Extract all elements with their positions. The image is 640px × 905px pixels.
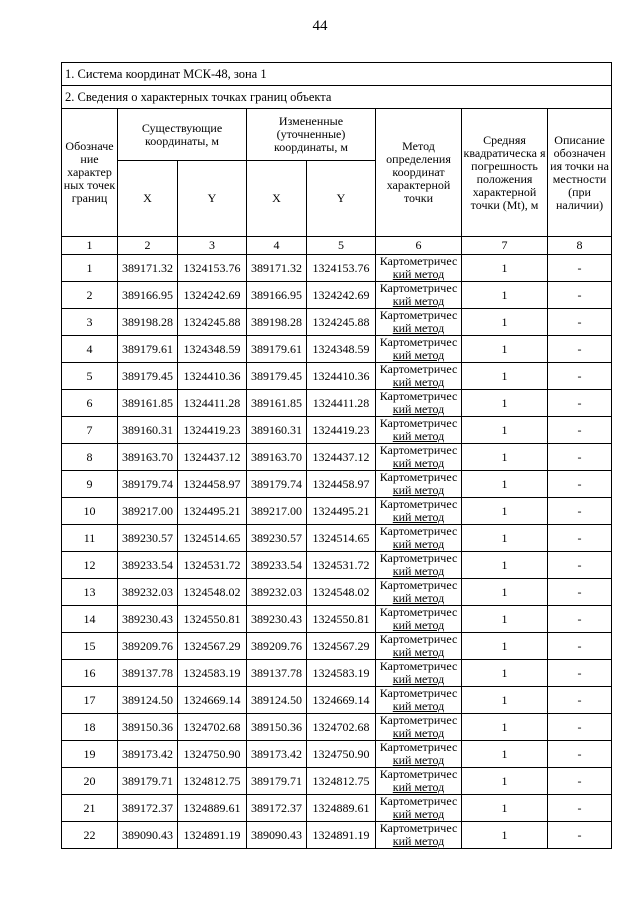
updated-y-cell: 1324153.76 [307, 255, 376, 282]
column-number: 8 [548, 237, 612, 255]
method-text-line1: Картометричес [379, 416, 458, 430]
method-text-line2: кий метод [392, 591, 445, 605]
column-number: 6 [376, 237, 462, 255]
mean-error-cell: 1 [462, 606, 548, 633]
existing-y-cell: 1324567.29 [178, 633, 247, 660]
method-cell [376, 525, 462, 552]
point-number-cell: 21 [62, 795, 118, 822]
header-existing-y: Y [178, 161, 247, 237]
coordinate-system-label: 1. Система координат МСК-48, зона 1 [62, 63, 612, 86]
column-numbers-row [62, 237, 612, 255]
mean-error-cell: 1 [462, 471, 548, 498]
existing-x-cell: 389160.31 [118, 417, 178, 444]
point-number-cell: 9 [62, 471, 118, 498]
existing-y-cell: 1324348.59 [178, 336, 247, 363]
updated-x-cell: 389232.03 [247, 579, 307, 606]
existing-x-cell: 389163.70 [118, 444, 178, 471]
page-number: 44 [312, 18, 328, 34]
existing-x-cell: 389161.85 [118, 390, 178, 417]
existing-x-cell: 389230.57 [118, 525, 178, 552]
method-text-line1: Картометричес [379, 497, 458, 511]
existing-x-cell: 389179.71 [118, 768, 178, 795]
updated-x-cell: 389230.43 [247, 606, 307, 633]
updated-x-cell: 389171.32 [247, 255, 307, 282]
description-cell: - [548, 741, 612, 768]
description-cell: - [548, 417, 612, 444]
table-row [62, 498, 612, 525]
method-cell [376, 768, 462, 795]
existing-x-cell: 389150.36 [118, 714, 178, 741]
column-number: 5 [307, 237, 376, 255]
mean-error-cell: 1 [462, 525, 548, 552]
description-cell: - [548, 687, 612, 714]
updated-x-cell: 389161.85 [247, 390, 307, 417]
header-method: Метод определения координат характерной точки [376, 109, 462, 237]
updated-x-cell: 389137.78 [247, 660, 307, 687]
method-cell [376, 471, 462, 498]
table-row [62, 417, 612, 444]
coordinates-table [61, 62, 612, 849]
description-cell: - [548, 363, 612, 390]
header-updated-y: Y [307, 161, 376, 237]
point-number-cell: 13 [62, 579, 118, 606]
description-cell: - [548, 336, 612, 363]
mean-error-cell: 1 [462, 282, 548, 309]
method-cell [376, 552, 462, 579]
method-cell [376, 498, 462, 525]
description-cell: - [548, 255, 612, 282]
existing-y-cell: 1324891.19 [178, 822, 247, 849]
method-text-line1: Картометричес [379, 335, 458, 349]
updated-x-cell: 389217.00 [247, 498, 307, 525]
method-text-line2: кий метод [392, 834, 445, 848]
updated-x-cell: 389179.74 [247, 471, 307, 498]
method-text-line1: Картометричес [379, 443, 458, 457]
point-number-cell: 11 [62, 525, 118, 552]
existing-x-cell: 389233.54 [118, 552, 178, 579]
existing-x-cell: 389090.43 [118, 822, 178, 849]
table-row [62, 282, 612, 309]
mean-error-cell: 1 [462, 444, 548, 471]
description-cell: - [548, 390, 612, 417]
table-row [62, 363, 612, 390]
table-row [62, 741, 612, 768]
method-text-line2: кий метод [392, 672, 445, 686]
method-text-line2: кий метод [392, 402, 445, 416]
existing-x-cell: 389166.95 [118, 282, 178, 309]
method-cell [376, 309, 462, 336]
table-row [62, 525, 612, 552]
header-mean-error: Средняя квадратическа я погрешность положения характерной точки (Mt), м [462, 109, 548, 237]
method-text-line1: Картометричес [379, 740, 458, 754]
method-text-line1: Картометричес [379, 767, 458, 781]
updated-y-cell: 1324245.88 [307, 309, 376, 336]
updated-x-cell: 389198.28 [247, 309, 307, 336]
description-cell: - [548, 660, 612, 687]
existing-x-cell: 389171.32 [118, 255, 178, 282]
method-text-line2: кий метод [392, 753, 445, 767]
existing-y-cell: 1324750.90 [178, 741, 247, 768]
existing-y-cell: 1324242.69 [178, 282, 247, 309]
updated-x-cell: 389090.43 [247, 822, 307, 849]
existing-y-cell: 1324812.75 [178, 768, 247, 795]
description-cell: - [548, 525, 612, 552]
mean-error-cell: 1 [462, 795, 548, 822]
existing-x-cell: 389172.37 [118, 795, 178, 822]
method-text-line1: Картометричес [379, 254, 458, 268]
updated-y-cell: 1324348.59 [307, 336, 376, 363]
boundary-points-title: 2. Сведения о характерных точках границ объекта [62, 86, 612, 109]
method-cell [376, 822, 462, 849]
column-number: 4 [247, 237, 307, 255]
existing-y-cell: 1324458.97 [178, 471, 247, 498]
existing-y-cell: 1324411.28 [178, 390, 247, 417]
method-text-line2: кий метод [392, 429, 445, 443]
mean-error-cell: 1 [462, 687, 548, 714]
description-cell: - [548, 282, 612, 309]
method-cell [376, 660, 462, 687]
point-number-cell: 17 [62, 687, 118, 714]
table-row [62, 471, 612, 498]
method-cell [376, 363, 462, 390]
updated-x-cell: 389209.76 [247, 633, 307, 660]
method-text-line2: кий метод [392, 348, 445, 362]
method-text-line1: Картометричес [379, 659, 458, 673]
description-cell: - [548, 768, 612, 795]
mean-error-cell: 1 [462, 498, 548, 525]
existing-y-cell: 1324410.36 [178, 363, 247, 390]
column-number: 1 [62, 237, 118, 255]
mean-error-cell: 1 [462, 822, 548, 849]
existing-y-cell: 1324153.76 [178, 255, 247, 282]
mean-error-cell: 1 [462, 552, 548, 579]
updated-y-cell: 1324458.97 [307, 471, 376, 498]
method-text-line2: кий метод [392, 294, 445, 308]
table-row [62, 255, 612, 282]
mean-error-cell: 1 [462, 309, 548, 336]
existing-x-cell: 389179.45 [118, 363, 178, 390]
mean-error-cell: 1 [462, 390, 548, 417]
method-text-line2: кий метод [392, 510, 445, 524]
description-cell: - [548, 309, 612, 336]
existing-y-cell: 1324495.21 [178, 498, 247, 525]
description-cell: - [548, 552, 612, 579]
updated-x-cell: 389179.61 [247, 336, 307, 363]
mean-error-cell: 1 [462, 768, 548, 795]
mean-error-cell: 1 [462, 741, 548, 768]
method-text-line1: Картометричес [379, 362, 458, 376]
updated-y-cell: 1324889.61 [307, 795, 376, 822]
point-number-cell: 7 [62, 417, 118, 444]
updated-x-cell: 389179.71 [247, 768, 307, 795]
point-number-cell: 4 [62, 336, 118, 363]
existing-y-cell: 1324437.12 [178, 444, 247, 471]
point-number-cell: 1 [62, 255, 118, 282]
table-row [62, 309, 612, 336]
point-number-cell: 15 [62, 633, 118, 660]
point-number-cell: 22 [62, 822, 118, 849]
point-number-cell: 6 [62, 390, 118, 417]
updated-y-cell: 1324531.72 [307, 552, 376, 579]
method-cell [376, 579, 462, 606]
mean-error-cell: 1 [462, 255, 548, 282]
point-number-cell: 16 [62, 660, 118, 687]
method-text-line1: Картометричес [379, 389, 458, 403]
existing-y-cell: 1324514.65 [178, 525, 247, 552]
mean-error-cell: 1 [462, 336, 548, 363]
description-cell: - [548, 606, 612, 633]
updated-y-cell: 1324437.12 [307, 444, 376, 471]
description-cell: - [548, 714, 612, 741]
method-text-line1: Картометричес [379, 551, 458, 565]
method-text-line2: кий метод [392, 321, 445, 335]
table-row [62, 579, 612, 606]
updated-y-cell: 1324669.14 [307, 687, 376, 714]
updated-y-cell: 1324750.90 [307, 741, 376, 768]
point-number-cell: 19 [62, 741, 118, 768]
method-cell [376, 606, 462, 633]
updated-y-cell: 1324411.28 [307, 390, 376, 417]
method-text-line2: кий метод [392, 780, 445, 794]
point-number-cell: 14 [62, 606, 118, 633]
column-number: 2 [118, 237, 178, 255]
table-row [62, 660, 612, 687]
method-text-line2: кий метод [392, 726, 445, 740]
method-text-line1: Картометричес [379, 524, 458, 538]
existing-x-cell: 389217.00 [118, 498, 178, 525]
existing-y-cell: 1324419.23 [178, 417, 247, 444]
method-text-line2: кий метод [392, 807, 445, 821]
description-cell: - [548, 471, 612, 498]
existing-x-cell: 389137.78 [118, 660, 178, 687]
method-text-line2: кий метод [392, 483, 445, 497]
description-cell: - [548, 444, 612, 471]
updated-y-cell: 1324550.81 [307, 606, 376, 633]
method-text-line1: Картометричес [379, 470, 458, 484]
point-number-cell: 10 [62, 498, 118, 525]
updated-x-cell: 389163.70 [247, 444, 307, 471]
method-text-line1: Картометричес [379, 821, 458, 835]
method-cell [376, 282, 462, 309]
description-cell: - [548, 579, 612, 606]
method-text-line1: Картометричес [379, 308, 458, 322]
updated-x-cell: 389173.42 [247, 741, 307, 768]
table-row [62, 795, 612, 822]
method-text-line1: Картометричес [379, 578, 458, 592]
existing-y-cell: 1324531.72 [178, 552, 247, 579]
method-text-line2: кий метод [392, 645, 445, 659]
existing-y-cell: 1324583.19 [178, 660, 247, 687]
method-text-line2: кий метод [392, 564, 445, 578]
description-cell: - [548, 822, 612, 849]
updated-y-cell: 1324495.21 [307, 498, 376, 525]
updated-y-cell: 1324242.69 [307, 282, 376, 309]
method-cell [376, 687, 462, 714]
updated-y-cell: 1324419.23 [307, 417, 376, 444]
method-cell [376, 633, 462, 660]
header-updated-x: X [247, 161, 307, 237]
existing-y-cell: 1324245.88 [178, 309, 247, 336]
header-description: Описание обозначен ия точки на местности (при наличии) [548, 109, 612, 237]
method-cell [376, 795, 462, 822]
header-updated-coordinates: Измененные (уточненные) координаты, м [247, 109, 376, 161]
existing-y-cell: 1324548.02 [178, 579, 247, 606]
updated-x-cell: 389230.57 [247, 525, 307, 552]
mean-error-cell: 1 [462, 579, 548, 606]
existing-x-cell: 389230.43 [118, 606, 178, 633]
existing-x-cell: 389173.42 [118, 741, 178, 768]
updated-y-cell: 1324702.68 [307, 714, 376, 741]
method-text-line2: кий метод [392, 618, 445, 632]
method-text-line2: кий метод [392, 375, 445, 389]
header-point-designation: Обозначе ние характер ных точек границ [62, 109, 118, 237]
description-cell: - [548, 795, 612, 822]
existing-y-cell: 1324550.81 [178, 606, 247, 633]
updated-x-cell: 389166.95 [247, 282, 307, 309]
existing-x-cell: 389124.50 [118, 687, 178, 714]
updated-y-cell: 1324548.02 [307, 579, 376, 606]
updated-x-cell: 389179.45 [247, 363, 307, 390]
existing-x-cell: 389179.61 [118, 336, 178, 363]
table-row [62, 714, 612, 741]
method-text-line1: Картометричес [379, 281, 458, 295]
mean-error-cell: 1 [462, 714, 548, 741]
description-cell: - [548, 633, 612, 660]
description-cell: - [548, 498, 612, 525]
existing-x-cell: 389198.28 [118, 309, 178, 336]
updated-x-cell: 389150.36 [247, 714, 307, 741]
table-row [62, 390, 612, 417]
header-existing-coordinates: Существующие координаты, м [118, 109, 247, 161]
table-row [62, 687, 612, 714]
column-number: 3 [178, 237, 247, 255]
updated-y-cell: 1324891.19 [307, 822, 376, 849]
table-row [62, 822, 612, 849]
updated-x-cell: 389124.50 [247, 687, 307, 714]
updated-y-cell: 1324812.75 [307, 768, 376, 795]
updated-x-cell: 389233.54 [247, 552, 307, 579]
point-number-cell: 12 [62, 552, 118, 579]
existing-y-cell: 1324669.14 [178, 687, 247, 714]
method-text-line1: Картометричес [379, 713, 458, 727]
updated-y-cell: 1324514.65 [307, 525, 376, 552]
table-row [62, 768, 612, 795]
table-row [62, 552, 612, 579]
updated-x-cell: 389160.31 [247, 417, 307, 444]
method-cell [376, 714, 462, 741]
method-text-line2: кий метод [392, 537, 445, 551]
header-existing-x: X [118, 161, 178, 237]
method-cell [376, 255, 462, 282]
method-text-line1: Картометричес [379, 794, 458, 808]
existing-y-cell: 1324889.61 [178, 795, 247, 822]
mean-error-cell: 1 [462, 633, 548, 660]
updated-x-cell: 389172.37 [247, 795, 307, 822]
updated-y-cell: 1324567.29 [307, 633, 376, 660]
existing-x-cell: 389232.03 [118, 579, 178, 606]
mean-error-cell: 1 [462, 660, 548, 687]
method-text-line2: кий метод [392, 267, 445, 281]
method-text-line2: кий метод [392, 456, 445, 470]
point-number-cell: 8 [62, 444, 118, 471]
table-row [62, 336, 612, 363]
existing-x-cell: 389179.74 [118, 471, 178, 498]
point-number-cell: 18 [62, 714, 118, 741]
method-text-line1: Картометричес [379, 605, 458, 619]
section-1-row [62, 63, 612, 86]
method-text-line1: Картометричес [379, 686, 458, 700]
existing-y-cell: 1324702.68 [178, 714, 247, 741]
mean-error-cell: 1 [462, 417, 548, 444]
point-number-cell: 2 [62, 282, 118, 309]
point-number-cell: 3 [62, 309, 118, 336]
method-text-line2: кий метод [392, 699, 445, 713]
method-cell [376, 390, 462, 417]
column-number: 7 [462, 237, 548, 255]
existing-x-cell: 389209.76 [118, 633, 178, 660]
method-cell [376, 336, 462, 363]
point-number-cell: 20 [62, 768, 118, 795]
updated-y-cell: 1324583.19 [307, 660, 376, 687]
section-2-row [62, 86, 612, 109]
table-row [62, 606, 612, 633]
table-row [62, 444, 612, 471]
mean-error-cell: 1 [462, 363, 548, 390]
method-cell [376, 417, 462, 444]
table-row [62, 633, 612, 660]
header-row-1 [62, 109, 612, 161]
method-text-line1: Картометричес [379, 632, 458, 646]
method-cell [376, 741, 462, 768]
point-number-cell: 5 [62, 363, 118, 390]
method-cell [376, 444, 462, 471]
updated-y-cell: 1324410.36 [307, 363, 376, 390]
